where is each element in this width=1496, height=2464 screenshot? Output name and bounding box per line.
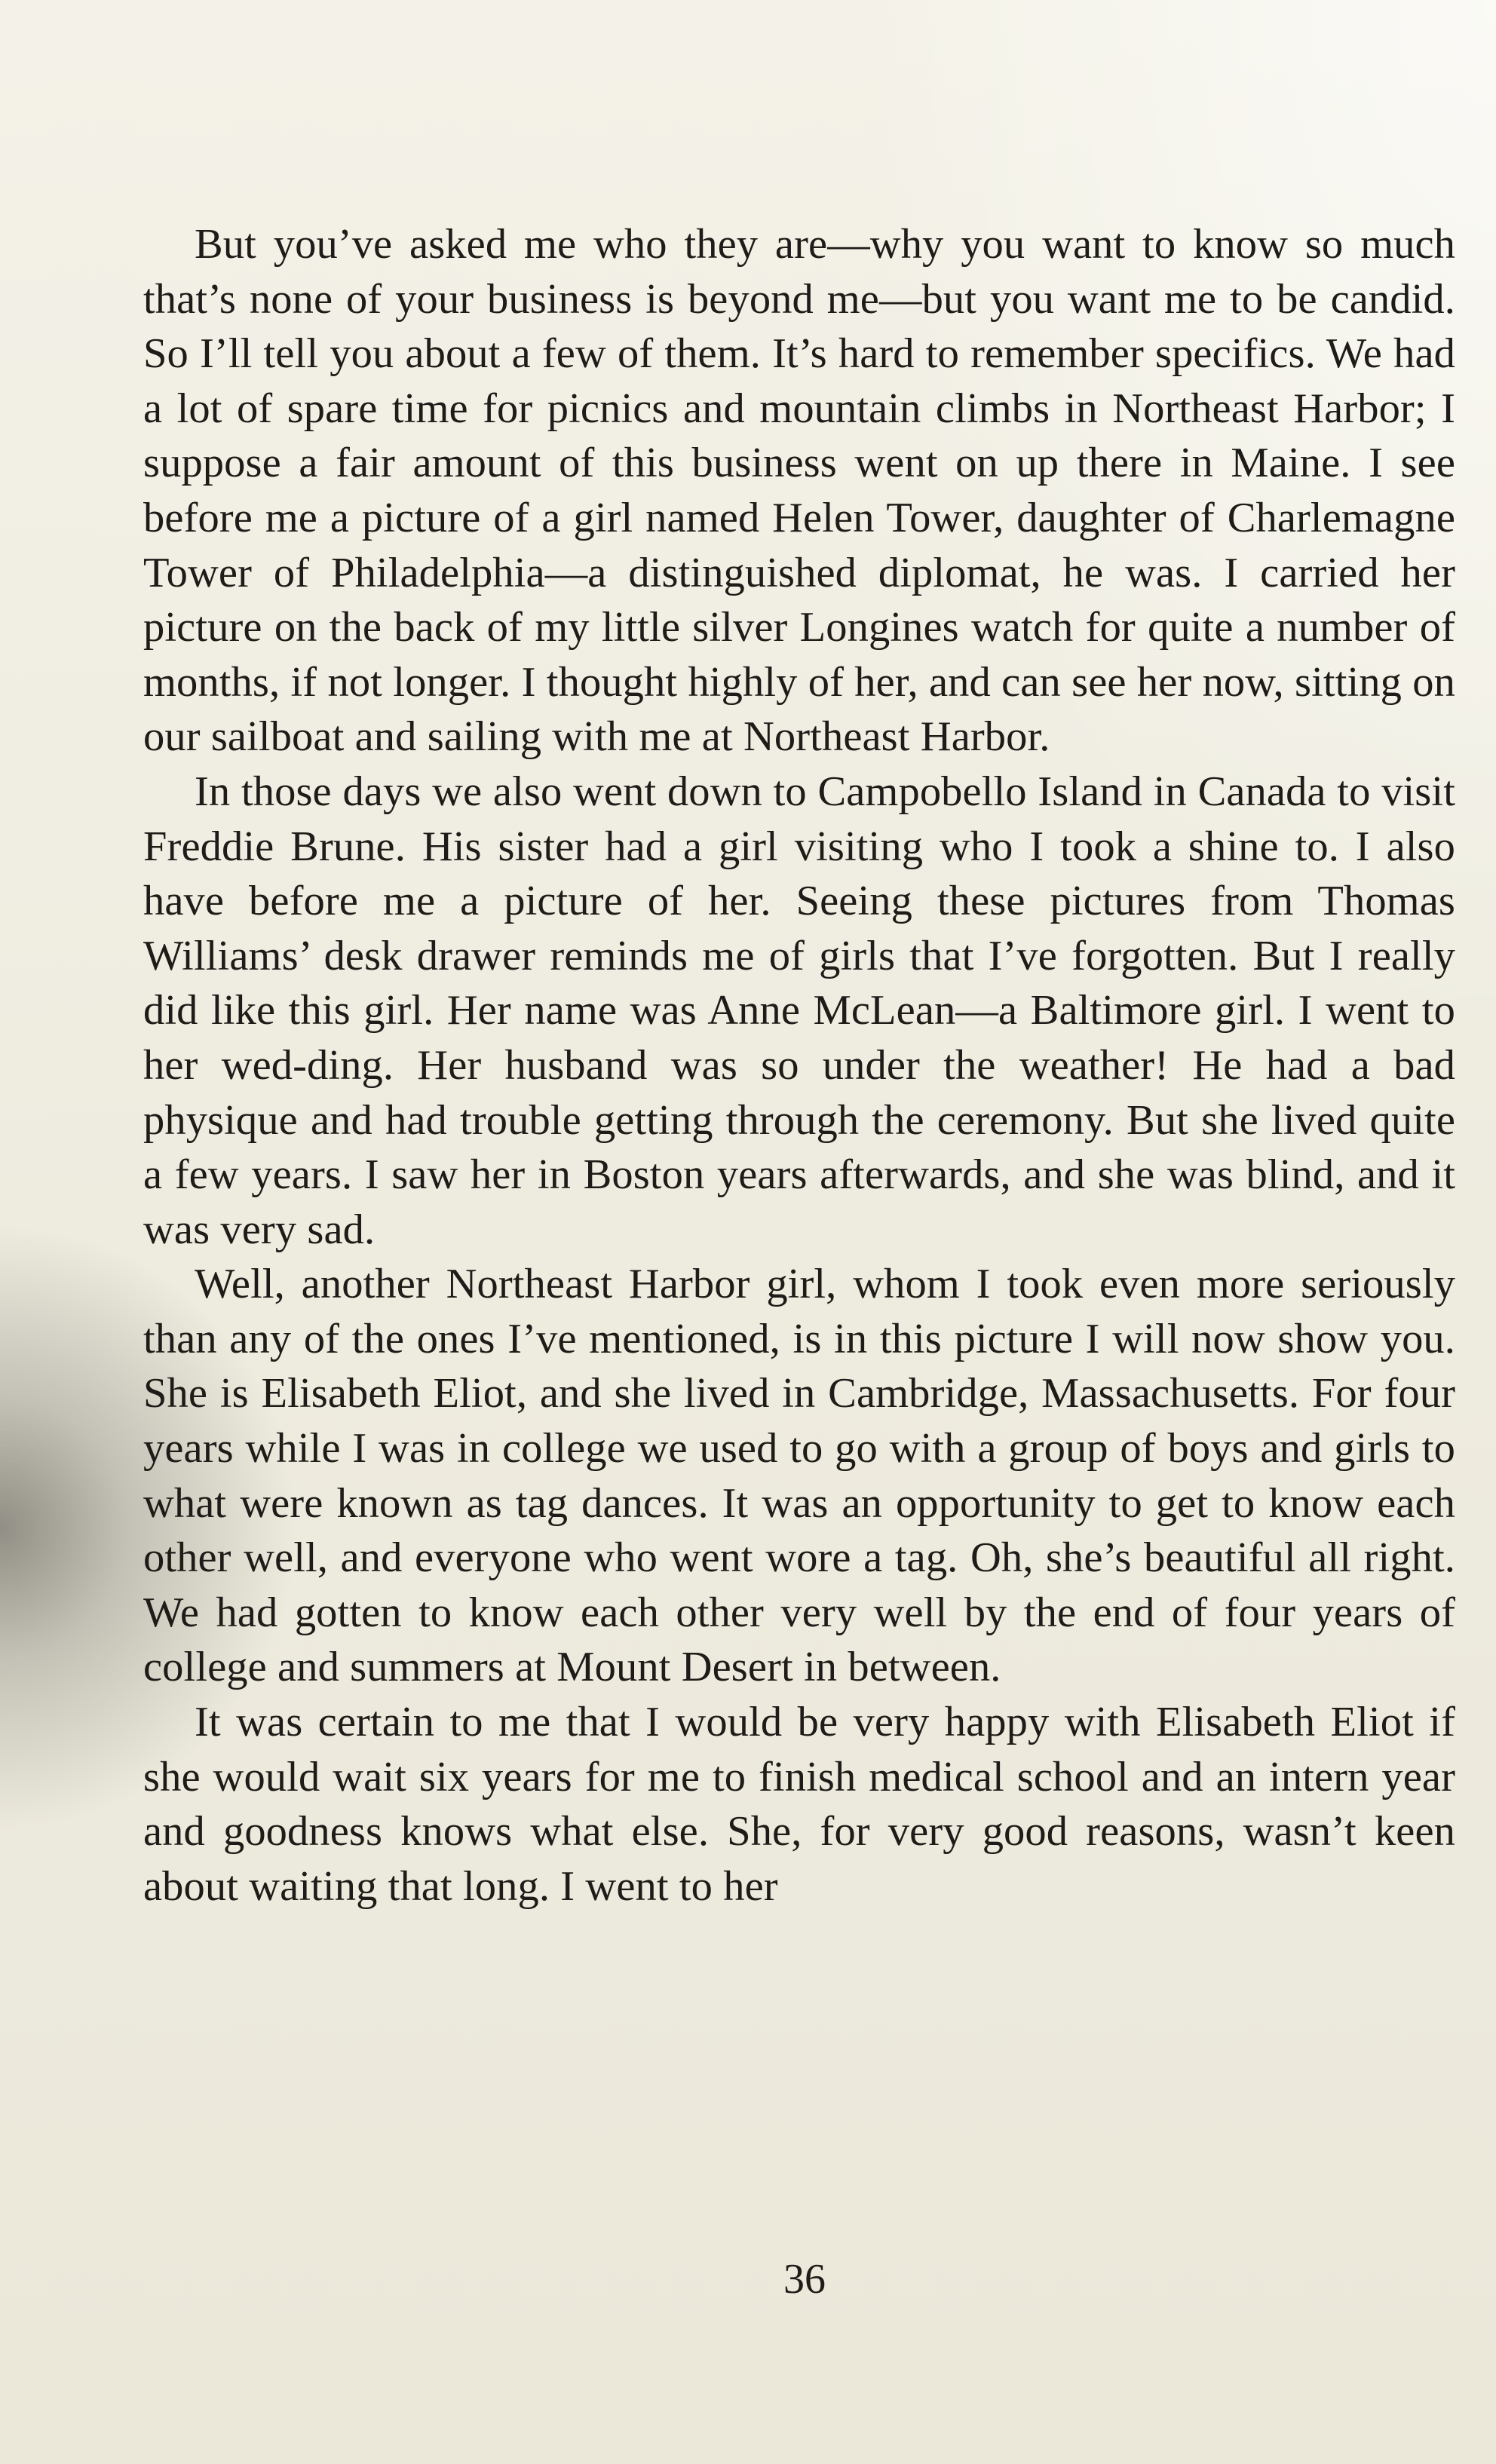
paragraph-3: Well, another Northeast Harbor girl, whom I took even more seriously than any of the ones I’ve mentioned, is in this picture I will now show you. She is Elisabeth Eliot, and she lived in Cambridge, Massachusetts. For four years while I was in college we used to go with a group of boys and girls to what were known as tag dances. It was an opportunity to get to know each other well, and everyone who went wore a tag. Oh, she’s beautiful all right. We had gotten to know each other very well by the end of four years of college and summers at Mount Desert in between.: [143, 1261, 1455, 1691]
paragraph-2: In those days we also went down to Campobello Island in Canada to visit Freddie Brune. His sister had a girl visiting who I took a shine to. I also have before me a picture of her. Seeing these pictures from Thomas Williams’ desk drawer reminds me of girls that I’ve forgotten. But I really did like this girl. Her name was Anne McLean—a Baltimore girl. I went to her wed-ding. Her husband was so under the weather! He had a bad physique and had trouble getting through the ceremony. But she lived quite a few years. I saw her in Boston years afterwards, and she was blind, and it was very sad.: [143, 768, 1455, 1253]
body-text: [143, 217, 1455, 1914]
paragraph-1: But you’ve asked me who they are—why you want to know so much that’s none of your business is beyond me—but you want me to be candid. So I’ll tell you about a few of them. It’s hard to remember specifics. We had a lot of spare time for picnics and mountain climbs in Northeast Harbor; I suppose a fair amount of this business went on up there in Maine. I see before me a picture of a girl named Helen Tower, daughter of Charlemagne Tower of Philadelphia—a distinguished diplomat, he was. I carried her picture on the back of my little silver Longines watch for quite a number of months, if not longer. I thought highly of her, and can see her now, sitting on our sailboat and sailing with me at Northeast Harbor.: [143, 221, 1455, 761]
page-number: 36: [783, 2256, 826, 2303]
paragraph-4: It was certain to me that I would be very happy with Elisabeth Eliot if she would wait six years for me to finish medical school and an intern year and goodness knows what else. She, for very good reasons, wasn’t keen about waiting that long. I went to her: [143, 1699, 1455, 1910]
